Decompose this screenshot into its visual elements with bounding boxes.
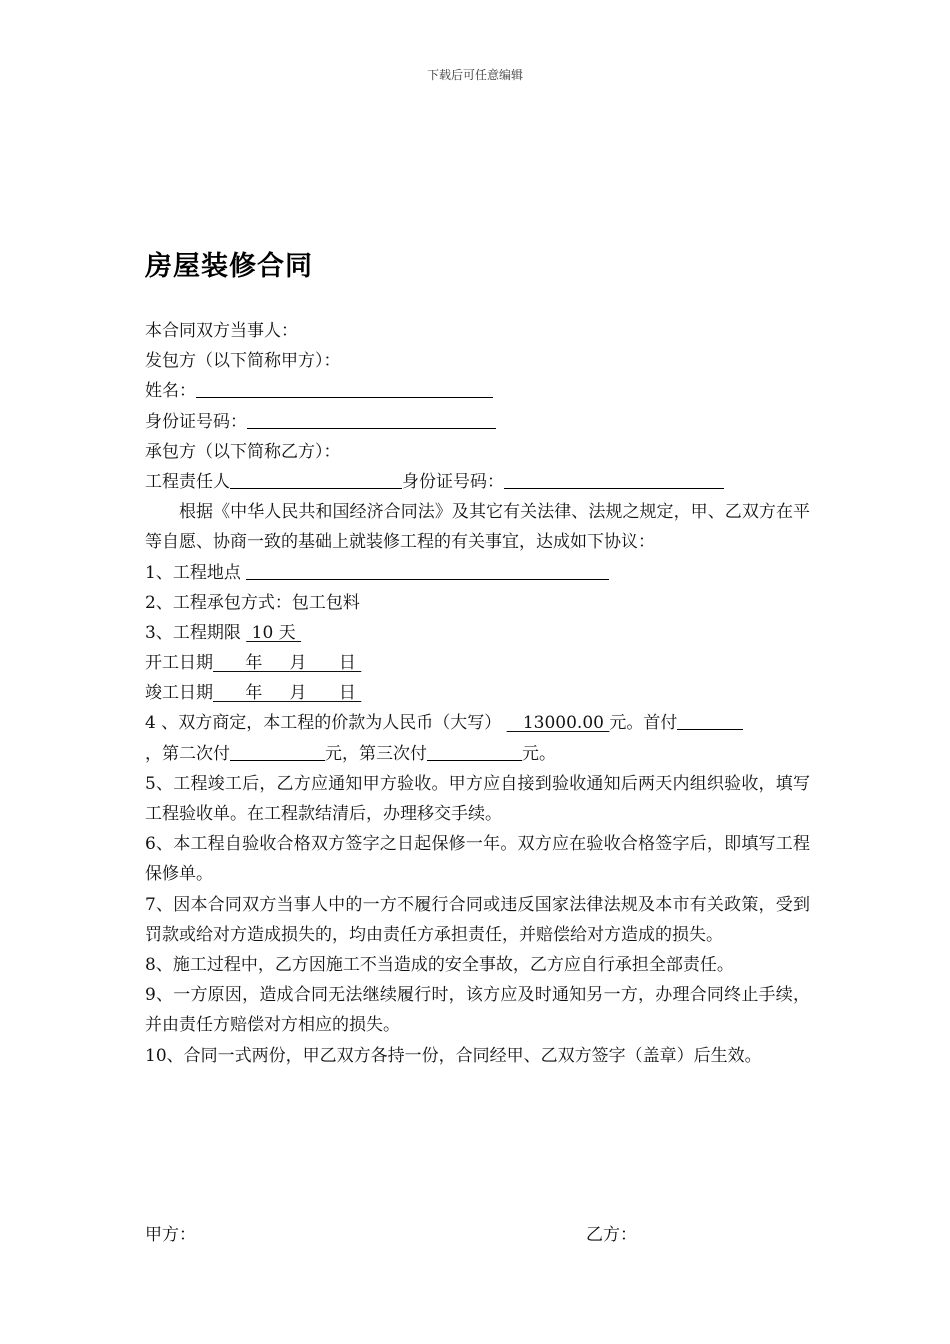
start-date-row	[145, 648, 810, 678]
id-label-2: 身份证号码：	[402, 471, 504, 492]
party-a-id-row	[145, 407, 810, 437]
name-field[interactable]	[196, 377, 493, 398]
site-address-field[interactable]	[246, 559, 609, 580]
term-7: 7、因本合同双方当事人中的一方不履行合同或违反国家法律法规及本市有关政策，受到罚款或给对方造成损失的，均由责任方承担责任，并赔偿给对方造成的损失。	[145, 894, 810, 945]
party-a-name-row	[145, 376, 810, 406]
first-payment-field[interactable]	[677, 709, 743, 730]
term-10: 10、合同一式两份，甲乙双方各持一份，合同经甲、乙双方签字（盖章）后生效。	[145, 1045, 762, 1066]
party-b-signature-label: 乙方：	[586, 1225, 637, 1245]
end-date-row	[145, 678, 810, 708]
end-date-label: 竣工日期	[145, 683, 213, 704]
third-payment-label: 元，第三次付	[325, 743, 427, 764]
term-1-label: 1、工程地点	[145, 562, 241, 583]
party-b-heading: 承包方（以下简称乙方）：	[145, 441, 341, 462]
third-payment-field[interactable]	[427, 740, 522, 761]
term-3-label: 3、工程期限	[145, 622, 241, 643]
term-4-line-1	[145, 708, 810, 738]
parties-intro: 本合同双方当事人：	[145, 321, 298, 341]
id-number-field[interactable]	[247, 408, 496, 429]
duration-value: 10 天	[246, 622, 302, 643]
term-4-end: 元。	[522, 743, 556, 764]
price-amount: 13000.00	[506, 713, 610, 734]
preamble: 根据《中华人民共和国经济合同法》及其它有关法律、法规之规定，甲、乙双方在平等自愿、协商一致的基础上就装修工程的有关事宜，达成如下协议：	[145, 502, 810, 553]
party-a-signature-label: 甲方：	[145, 1225, 196, 1245]
term-4-prefix: 4 、双方商定，本工程的价款为人民币（大写）	[145, 713, 502, 734]
end-date-field[interactable]: 年 月 日	[213, 683, 362, 704]
id-number-field-2[interactable]	[504, 468, 724, 489]
document-title: 房屋装修合同	[145, 251, 313, 282]
term-6: 6、本工程自验收合格双方签字之日起保修一年。双方应在验收合格签字后，即填写工程保修单。	[145, 834, 810, 885]
term-4-first-payment-label: 元。首付	[609, 713, 678, 734]
term-2: 2、工程承包方式：包工包料	[145, 592, 360, 613]
term-5: 5、工程竣工后，乙方应通知甲方验收。甲方应自接到验收通知后两天内组织验收，填写工程验收单。在工程款结清后，办理移交手续。	[145, 773, 810, 825]
term-1	[145, 558, 810, 588]
term-3	[145, 618, 810, 648]
second-payment-field[interactable]	[230, 740, 325, 761]
header-note: 下载后可任意编辑	[426, 68, 523, 82]
term-4-line-2	[145, 739, 810, 769]
party-a-heading: 发包方（以下简称甲方）：	[145, 351, 341, 372]
id-label: 身份证号码：	[145, 411, 247, 432]
party-b-row	[145, 467, 810, 497]
contract-body	[145, 316, 810, 1071]
start-date-label: 开工日期	[145, 653, 213, 674]
term-9: 9、一方原因，造成合同无法继续履行时，该方应及时通知另一方，办理合同终止手续，并由责任方赔偿对方相应的损失。	[145, 985, 810, 1036]
term-8: 8、施工过程中，乙方因施工不当造成的安全事故，乙方应自行承担全部责任。	[145, 955, 734, 976]
second-payment-label: ，第二次付	[145, 743, 230, 764]
responsible-person-field[interactable]	[230, 468, 402, 489]
name-label: 姓名：	[145, 381, 196, 402]
start-date-field[interactable]: 年 月 日	[213, 653, 362, 674]
responsible-person-label: 工程责任人	[145, 471, 230, 492]
